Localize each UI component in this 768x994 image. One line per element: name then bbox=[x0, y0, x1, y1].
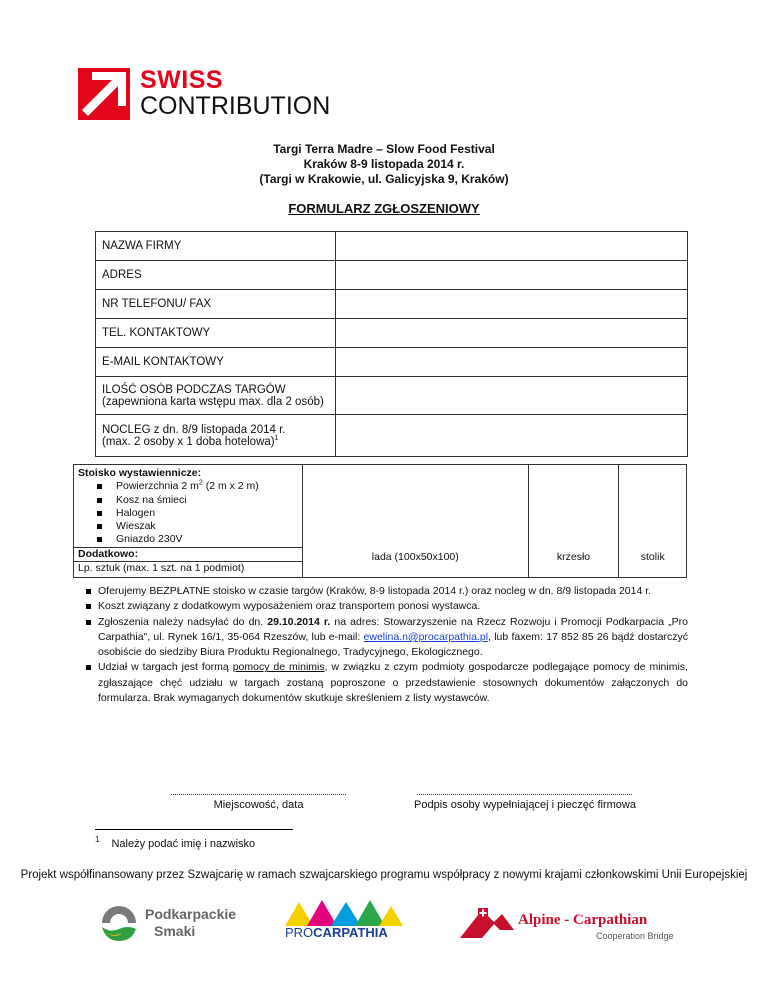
field-label bbox=[96, 377, 336, 415]
stand-description bbox=[74, 465, 303, 578]
cooperation-bridge-text: Cooperation Bridge bbox=[596, 931, 674, 941]
phone-fax-field[interactable] bbox=[336, 290, 688, 319]
project-statement: Projekt współfinansowany przez Szwajcarię w ramach szwajcarskiego programu współpracy z nowymi krajami członkowskimi Unii Europejskiej bbox=[20, 869, 748, 881]
stand-title: Stoisko wystawiennicze: bbox=[78, 467, 202, 479]
company-name-field[interactable] bbox=[336, 232, 688, 261]
stand-item: Halogen bbox=[116, 507, 298, 520]
swiss-contribution-logo-mark bbox=[78, 68, 130, 120]
form-title: FORMULARZ ZGŁOSZENIOWY bbox=[288, 201, 480, 216]
field-row bbox=[96, 319, 688, 348]
arrow-icon bbox=[78, 68, 130, 120]
footnote-ref: 1 bbox=[274, 434, 279, 442]
signature-label: Podpis osoby wypełniającej i pieczęć firmowa bbox=[414, 799, 636, 811]
logo-swiss-text: SWISS bbox=[140, 66, 224, 94]
attendee-count-field[interactable] bbox=[336, 377, 688, 415]
carpathia-text: CARPATHIA bbox=[313, 925, 388, 940]
note-text: , w związku z czym podmioty gospodarcze podlegające pomocy de minimis, zgłaszające chęć udziału w targach zostaną poproszone o przedstawienie stosownych dokumentów załączonych do formularza. Brak wymaganych dokumentów skutkuje skreśleniem z listy wystawców. bbox=[98, 661, 688, 705]
place-date-line[interactable] bbox=[171, 794, 346, 795]
smaki-text: Smaki bbox=[154, 923, 196, 939]
note-item: Oferujemy BEZPŁATNE stoisko w czasie targów (Kraków, 8-9 listopada 2014 r.) oraz nocleg w dn. 8/9 listopada 2014 r. bbox=[86, 584, 688, 599]
deadline-date: 29.10.2014 r. bbox=[267, 615, 331, 628]
footnote-mark: 1 bbox=[95, 835, 100, 845]
field-label-line2-text: (max. 2 osoby x 1 doba hotelowa) bbox=[102, 435, 275, 448]
stand-item: Wieszak bbox=[116, 520, 298, 533]
field-row bbox=[96, 348, 688, 377]
field-label-line1: ILOŚĆ OSÓB PODCZAS TARGÓW bbox=[102, 383, 286, 396]
pro-text: PRO bbox=[285, 925, 314, 940]
footnote bbox=[95, 835, 256, 850]
footnote-text: Należy podać imię i nazwisko bbox=[111, 838, 256, 850]
procarpathia-logo bbox=[285, 900, 403, 942]
note-item bbox=[86, 660, 688, 706]
note-text: Zgłoszenia należy nadsyłać do dn. bbox=[98, 615, 268, 628]
stand-item-text: Powierzchnia 2 m bbox=[116, 480, 199, 493]
field-label-line1: NOCLEG z dn. 8/9 listopada 2014 r. bbox=[102, 423, 286, 436]
podkarpackie-emblem-icon bbox=[98, 903, 140, 945]
stand-item: Kosz na śmieci bbox=[116, 494, 298, 507]
field-label bbox=[96, 415, 336, 457]
field-label-line2: (zapewniona karta wstępu max. dla 2 osób) bbox=[102, 395, 324, 408]
place-date-label: Miejscowość, data bbox=[213, 799, 304, 811]
field-row bbox=[96, 232, 688, 261]
alpine-mountain-icon bbox=[460, 902, 514, 940]
stand-row bbox=[74, 465, 687, 578]
field-row bbox=[96, 415, 688, 457]
field-label: TEL. KONTAKTOWY bbox=[96, 319, 336, 348]
stand-item bbox=[116, 480, 298, 493]
stand-item: Gniazdo 230V bbox=[116, 533, 298, 546]
alpine-carpathian-text: Alpine - Carpathian bbox=[518, 912, 648, 928]
alpine-carpathian-logo bbox=[460, 902, 675, 944]
notes-list bbox=[86, 584, 688, 706]
quantity-label: Lp. sztuk (max. 1 szt. na 1 podmiot) bbox=[74, 561, 302, 575]
field-label: NR TELEFONU/ FAX bbox=[96, 290, 336, 319]
field-label: E-MAIL KONTAKTOWY bbox=[96, 348, 336, 377]
field-label: NAZWA FIRMY bbox=[96, 232, 336, 261]
extra-counter-option[interactable]: lada (100x50x100) bbox=[303, 465, 529, 578]
registration-fields-table bbox=[95, 231, 688, 457]
note-text: , lub faxem: 17 852 85 26 bądź dostarczyć osobiście do siedziby Biura Produktu Regionalnego, Tradycyjnego, Ekologicznego. bbox=[98, 630, 688, 659]
superscript: 2 bbox=[198, 479, 203, 487]
de-minimis-text: pomocy de minimis bbox=[232, 661, 325, 674]
event-venue: (Targi w Krakowie, ul. Galicyjska 9, Kraków) bbox=[259, 172, 509, 186]
contact-phone-field[interactable] bbox=[336, 319, 688, 348]
signature-line[interactable] bbox=[417, 794, 632, 795]
field-label-line2 bbox=[102, 436, 329, 448]
email-link[interactable]: ewelina.n@procarpathia.pl bbox=[363, 630, 489, 643]
note-item: Koszt związany z dodatkowym wyposażeniem oraz transportem ponosi wystawca. bbox=[86, 599, 688, 614]
accommodation-field[interactable] bbox=[336, 415, 688, 457]
field-row bbox=[96, 377, 688, 415]
contact-email-field[interactable] bbox=[336, 348, 688, 377]
podkarpackie-text: Podkarpackie bbox=[145, 906, 237, 922]
mountains-icon bbox=[285, 900, 403, 926]
event-title: Targi Terra Madre – Slow Food Festival bbox=[273, 142, 495, 156]
note-text: na adres: Stowarzyszenie na Rzecz Rozwoju i Promocji Podkarpacia „Pro Carpathia", ul. Rynek 16/1, 35-064 Rzeszów, lub e-mail: bbox=[98, 615, 688, 643]
note-text: Udział w targach jest formą bbox=[98, 661, 233, 674]
note-item bbox=[86, 615, 688, 661]
field-row bbox=[96, 290, 688, 319]
stand-items bbox=[78, 480, 298, 546]
procarpathia-text bbox=[285, 925, 388, 940]
podkarpackie-smaki-logo bbox=[98, 903, 237, 945]
extra-table-option[interactable]: stolik bbox=[619, 465, 687, 578]
extra-chair-option[interactable]: krzesło bbox=[528, 465, 619, 578]
stand-table bbox=[73, 464, 687, 578]
field-label: ADRES bbox=[96, 261, 336, 290]
logo-contribution-text: CONTRIBUTION bbox=[140, 92, 331, 120]
footnote-divider bbox=[95, 829, 293, 830]
address-field[interactable] bbox=[336, 261, 688, 290]
extras-title: Dodatkowo: bbox=[74, 547, 302, 561]
stand-item-text-tail: (2 m x 2 m) bbox=[202, 480, 259, 493]
field-row bbox=[96, 261, 688, 290]
event-date: Kraków 8-9 listopada 2014 r. bbox=[303, 157, 465, 171]
